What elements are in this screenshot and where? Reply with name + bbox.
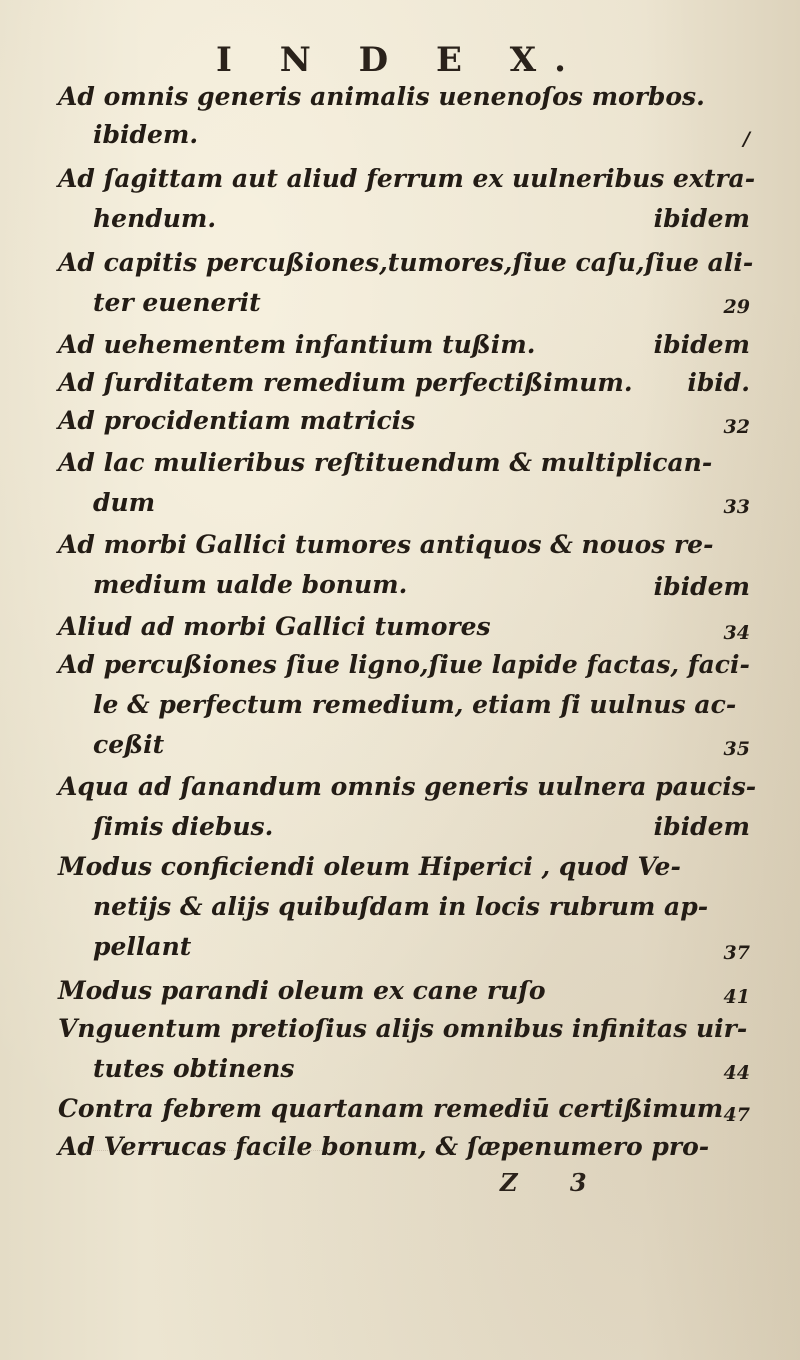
index-entry-line: Modus conficiendi oleum Hiperici , quod Ve-: [58, 852, 681, 881]
index-entry-line: Ad morbi Gallici tumores antiquos & nouos re-: [58, 530, 714, 559]
signature-mark: Z 3: [500, 1168, 609, 1197]
page-reference: 32: [723, 416, 750, 438]
index-entry-line: Modus parandi oleum ex cane ruſo: [58, 976, 546, 1005]
page-reference: ibidem: [653, 812, 750, 841]
index-entry-line: Contra febrem quartanam remediū certißimum: [58, 1094, 724, 1123]
index-entry-continuation: ceßit: [93, 730, 165, 759]
page-reference: 47: [723, 1104, 750, 1126]
page-reference: ibidem: [653, 330, 750, 359]
index-entry-continuation: pellant: [93, 932, 192, 961]
show-through-text: [90, 1150, 350, 1183]
index-entry-continuation: netijs & alijs quibuſdam in locis rubrum ap-: [93, 892, 709, 921]
page-reference: 37: [723, 942, 750, 964]
index-entry-line: Ad capitis percußiones,tumores,ſiue caſu,ſiue ali-: [58, 248, 754, 277]
page-reference: ibidem: [653, 204, 750, 233]
index-entry-continuation: dum: [93, 488, 156, 517]
index-entry-line: Ad ſurditatem remedium perfectißimum.: [58, 368, 633, 397]
page-reference: 34: [723, 622, 750, 644]
page-reference: 33: [723, 496, 750, 518]
page-reference: ibid.: [687, 368, 750, 397]
index-entry-line: Vnguentum pretioſius alijs omnibus infinitas uir-: [58, 1014, 748, 1043]
page-reference: 44: [723, 1062, 750, 1084]
index-entry-line: Aliud ad morbi Gallici tumores: [58, 612, 491, 641]
index-entry-continuation: ibidem.: [93, 120, 199, 149]
index-entry-line: Ad uehementem infantium tußim.: [58, 330, 536, 359]
page-reference: ibidem: [653, 572, 750, 601]
index-entry-line: Ad percußiones ſiue ligno,ſiue lapide factas, faci-: [58, 650, 750, 679]
index-entry-continuation: medium ualde bonum.: [93, 570, 408, 599]
index-entry-continuation: ſimis diebus.: [93, 812, 274, 841]
page-reference: 35: [723, 738, 750, 760]
index-entry-line: Aqua ad ſanandum omnis generis uulnera paucis-: [58, 772, 757, 801]
page-reference: 41: [723, 986, 750, 1008]
index-entry-continuation: tutes obtinens: [93, 1054, 295, 1083]
index-entry-line: Ad omnis generis animalis uenenoſos morbos.: [58, 82, 705, 111]
index-entry-continuation: le & perfectum remedium, etiam ſi uulnus ac-: [93, 690, 737, 719]
page-reference: /: [743, 128, 750, 150]
index-entry-continuation: ter euenerit: [93, 288, 261, 317]
index-entry-line: Ad ſagittam aut aliud ferrum ex uulneribus extra-: [58, 164, 756, 193]
index-header: I N D E X.: [216, 40, 584, 80]
index-entry-continuation: hendum.: [93, 204, 217, 233]
index-entry-line: Ad procidentiam matricis: [58, 406, 416, 435]
index-entry-line: Ad Verrucas facile bonum, & ſæpenumero pro-: [58, 1132, 710, 1161]
page-reference: 29: [723, 296, 750, 318]
index-entry-line: Ad lac mulieribus reſtituendum & multiplican-: [58, 448, 713, 477]
